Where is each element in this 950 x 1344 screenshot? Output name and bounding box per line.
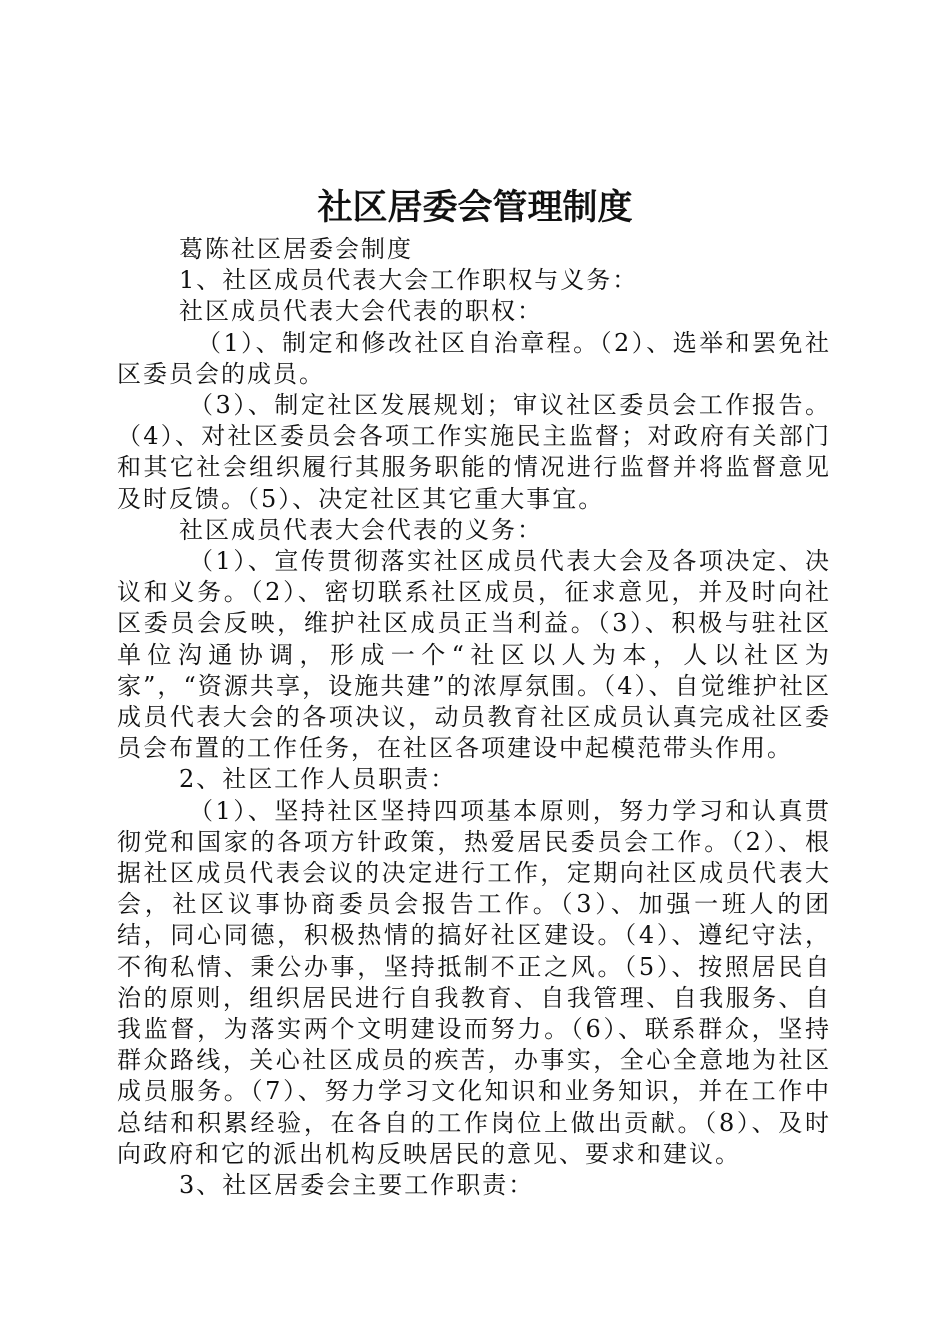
- document-title: 社区居委会管理制度: [317, 187, 633, 228]
- paragraph-duties-list: （1）、宣传贯彻落实社区成员代表大会及各项决定、决议和义务。（2）、密切联系社区成员，征求意见，并及时向社区委员会反映，维护社区成员正当利益。（3）、积极与驻社区单位沟通协调，形成一个“社区以人为本，人以社区为家”，“资源共享，设施共建”的浓厚氛围。（4）、自觉维护社区成员代表大会的各项决议，动员教育社区成员认真完成社区委员会布置的工作任务，在社区各项建设中起模范带头作用。: [117, 547, 831, 763]
- paragraph-rights-1-2: （1）、制定和修改社区自治章程。（2）、选举和罢免社区委员会的成员。: [117, 328, 831, 388]
- paragraph-rights-heading: 社区成员代表大会代表的职权：: [179, 297, 543, 326]
- document-body: [117, 234, 831, 1201]
- paragraph-staff-duties: （1）、坚持社区坚持四项基本原则，努力学习和认真贯彻党和国家的各项方针政策，热爱居民委员会工作。（2）、根据社区成员代表会议的决定进行工作，定期向社区成员代表大会，社区议事协商委员会报告工作。（3）、加强一班人的团结，同心同德，积极热情的搞好社区建设。（4）、遵纪守法，不徇私情、秉公办事，坚持抵制不正之风。（5）、按照居民自治的原则，组织居民进行自我教育、自我管理、自我服务、自我监督，为落实两个文明建设而努力。（6）、联系群众，坚持群众路线，关心社区成员的疾苦，办事实，全心全意地为社区成员服务。（7）、努力学习文化知识和业务知识，并在工作中总结和积累经验，在各自的工作岗位上做出贡献。（8）、及时向政府和它的派出机构反映居民的意见、要求和建议。: [117, 796, 831, 1168]
- paragraph-section-1-heading: 1、社区成员代表大会工作职权与义务：: [179, 266, 639, 295]
- paragraph-rights-3-5: （3）、制定社区发展规划；审议社区委员会工作报告。（4）、对社区委员会各项工作实施民主监督；对政府有关部门和其它社会组织履行其服务职能的情况进行监督并将监督意见及时反馈。（5）、决定社区其它重大事宜。: [117, 391, 831, 513]
- paragraph-section-3-heading: 3、社区居委会主要工作职责：: [179, 1171, 535, 1200]
- paragraph-duties-heading: 社区成员代表大会代表的义务：: [179, 515, 543, 544]
- paragraph-org-name: 葛陈社区居委会制度: [179, 235, 413, 263]
- paragraph-section-2-heading: 2、社区工作人员职责：: [179, 765, 457, 794]
